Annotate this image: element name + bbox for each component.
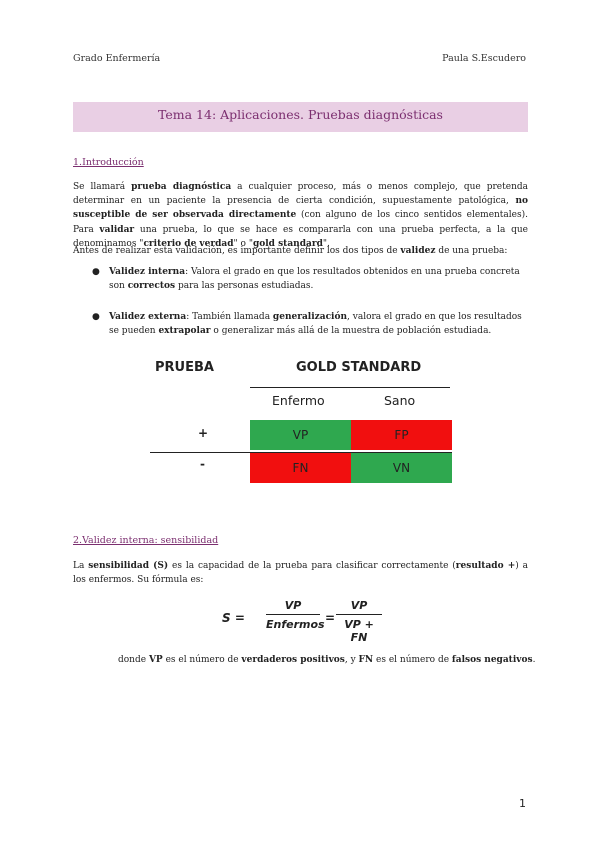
cell-vn: VN	[351, 453, 452, 483]
page-title: Tema 14: Aplicaciones. Pruebas diagnósticas	[73, 102, 528, 132]
formula-denominator: VP + FN	[344, 618, 374, 644]
section-heading-intro: 1.Introducción	[73, 157, 144, 168]
section-heading-sensitivity: 2.Validez interna: sensibilidad	[73, 535, 219, 546]
bold-term: sensibilidad (S)	[88, 561, 169, 571]
cell-vp: VP	[250, 420, 351, 450]
validity-list	[73, 266, 528, 356]
text-run: para las personas estudiadas.	[175, 280, 314, 291]
formula-denominator: Enfermos	[266, 618, 325, 631]
text-run: es la capacidad de la prueba para clasificar correctamente (	[168, 561, 456, 571]
bold-term: gold standard	[252, 238, 323, 249]
text-run: es el número de	[162, 655, 242, 665]
row-label-negative: -	[200, 457, 205, 471]
bullet-icon: ●	[92, 267, 100, 277]
formula-lhs: S =	[222, 611, 245, 625]
bold-term: falsos negativos	[451, 655, 533, 665]
formula-explanation	[118, 653, 538, 667]
text-run: Se llamará	[73, 182, 132, 192]
bold-term: VP	[148, 655, 163, 665]
header-course: Grado Enfermería	[73, 53, 161, 64]
text-run: La	[73, 561, 89, 571]
bold-term: Validez interna	[109, 267, 186, 277]
text-run: ) a los enfermos. Su fórmula es:	[73, 561, 529, 586]
text-run: : También llamada	[186, 312, 273, 322]
formula-numerator: VP	[284, 599, 302, 612]
text-run: a cualquier proceso, más o menos complejo, que pretenda determinar en un paciente la presencia de cierta condición, supuestamente patológica,	[73, 182, 528, 207]
bold-term: generalización	[272, 312, 348, 322]
bold-term: Validez externa	[109, 312, 187, 322]
text-run: donde	[118, 655, 149, 665]
bold-term: FN	[358, 655, 374, 665]
fraction-bar	[336, 614, 382, 615]
list-item	[73, 266, 528, 293]
sensitivity-formula	[222, 597, 382, 644]
bold-term: validez	[400, 246, 436, 256]
intro-paragraph	[73, 180, 528, 251]
validity-intro-paragraph	[73, 244, 528, 258]
page-number: 1	[519, 797, 526, 810]
bold-term: no susceptible de ser observada directamente	[73, 196, 528, 221]
text-run: " o "	[233, 238, 253, 249]
text-run: una prueba, lo que se hace es compararla con una prueba perfecta, a la que denominamos "	[73, 224, 528, 249]
bold-term: correctos	[127, 280, 176, 291]
text-run: .	[532, 655, 536, 665]
text-run: o generalizar más allá de la muestra de población estudiada.	[210, 325, 492, 336]
header-author: Paula S.Escudero	[442, 53, 526, 64]
table-rule	[250, 387, 450, 388]
bold-term: resultado +	[455, 561, 516, 571]
table-header-prueba: PRUEBA	[155, 360, 214, 375]
bold-term: verdaderos positivos	[241, 655, 345, 665]
text-run: (con alguno de los cinco sentidos elementales). Para	[73, 210, 528, 235]
text-run: , valora el grado en que los resultados se pueden	[109, 312, 522, 336]
text-run: : Valora el grado en que los resultados obtenidos en una prueba concreta son	[109, 267, 520, 291]
cell-fn: FN	[250, 453, 351, 483]
table-header-gold-standard: GOLD STANDARD	[296, 360, 422, 375]
formula-numerator: VP	[350, 599, 368, 612]
column-header-enfermo: Enfermo	[272, 393, 325, 408]
fraction-bar	[266, 614, 320, 615]
list-item	[73, 311, 528, 338]
text-run: de una prueba:	[435, 246, 508, 256]
formula-equals: =	[325, 611, 336, 625]
bullet-icon: ●	[92, 312, 100, 322]
text-run: ".	[322, 238, 330, 249]
bold-term: criterio de verdad	[143, 238, 234, 249]
sensitivity-paragraph	[73, 559, 528, 587]
bold-term: validar	[99, 224, 135, 235]
text-run: Antes de realizar esta validación, es importante definir los dos tipos de	[73, 246, 401, 256]
bold-term: prueba diagnóstica	[131, 182, 232, 192]
column-header-sano: Sano	[384, 393, 416, 408]
gold-standard-table	[150, 357, 452, 487]
text-run: es el número de	[373, 655, 452, 665]
text-run: , y	[344, 655, 359, 665]
bold-term: extrapolar	[158, 325, 211, 336]
row-label-positive: +	[198, 426, 209, 440]
cell-fp: FP	[351, 420, 452, 450]
